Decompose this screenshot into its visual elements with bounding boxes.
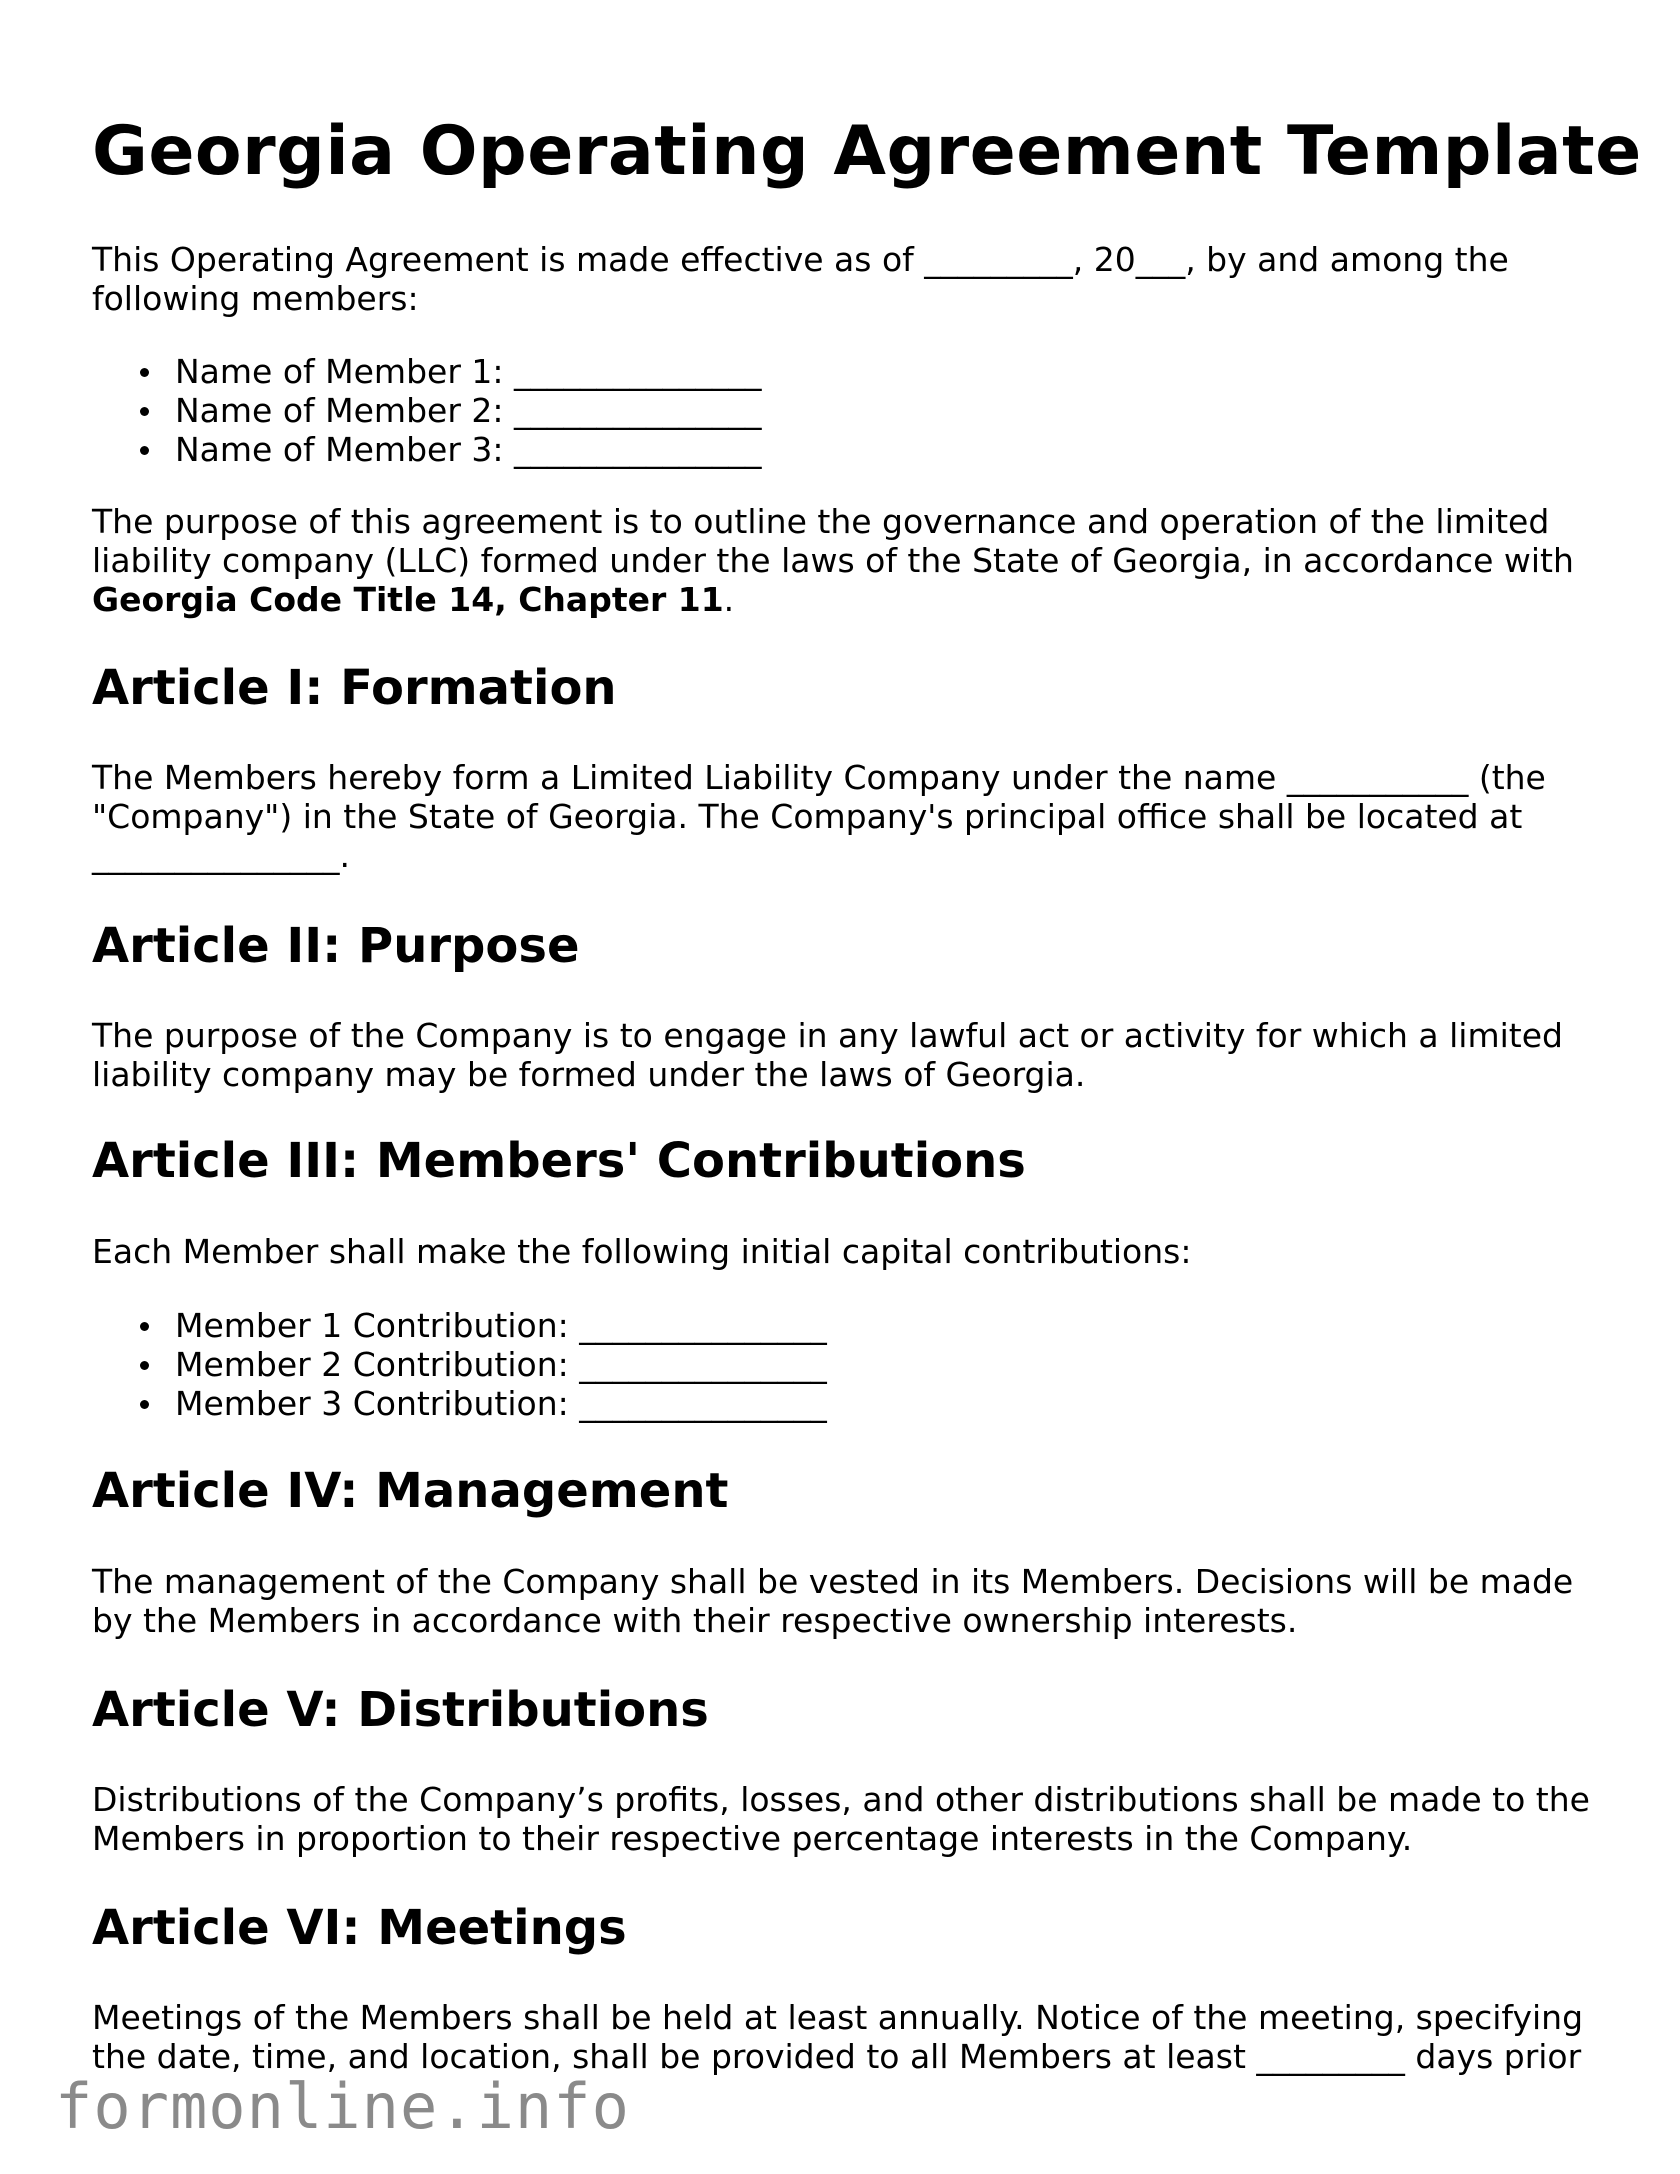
article-1-heading: Article I: Formation	[92, 660, 617, 716]
article-2-heading: Article II: Purpose	[92, 918, 580, 974]
purpose-statement	[92, 502, 1602, 619]
article-3-body: Each Member shall make the following initial capital contributions:	[92, 1232, 1192, 1271]
document-title: Georgia Operating Agreement Template	[92, 112, 1642, 191]
article-5-body: Distributions of the Company’s profits, losses, and other distributions shall be made to the Members in proportion to their respective percentage interests in the Company.	[92, 1780, 1590, 1858]
article-1-body: The Members hereby form a Limited Liability Company under the name ___________ (the "Company") in the State of Georgia. The Company's principal office shall be located at _______________.	[92, 758, 1546, 875]
list-item: Member 2 Contribution: _______________	[92, 1345, 827, 1384]
article-4-heading: Article IV: Management	[92, 1463, 729, 1519]
article-3-heading: Article III: Members' Contributions	[92, 1133, 1026, 1189]
list-item: Name of Member 1: _______________	[92, 352, 761, 391]
watermark: formonline.info	[55, 2070, 630, 2143]
purpose-text: The purpose of this agreement is to outline the governance and operation of the limited liability company (LLC) formed under the laws of the State of Georgia, in accordance with	[92, 502, 1574, 580]
list-item: Name of Member 3: _______________	[92, 430, 761, 469]
article-6-body: Meetings of the Members shall be held at least annually. Notice of the meeting, specifying the date, time, and location, shall be provided to all Members at least _________ days prior	[92, 1998, 1584, 2076]
list-item: Member 3 Contribution: _______________	[92, 1384, 827, 1423]
article-5-heading: Article V: Distributions	[92, 1682, 709, 1738]
code-reference: Georgia Code Title 14, Chapter 11	[92, 580, 724, 619]
list-item: Name of Member 2: _______________	[92, 391, 761, 430]
purpose-end: .	[723, 580, 735, 619]
intro-paragraph: This Operating Agreement is made effective as of _________, 20___, by and among the following members:	[92, 240, 1509, 318]
article-2-body: The purpose of the Company is to engage in any lawful act or activity for which a limited liability company may be formed under the laws of Georgia.	[92, 1016, 1563, 1094]
article-4-body: The management of the Company shall be vested in its Members. Decisions will be made by the Members in accordance with their respective ownership interests.	[92, 1562, 1574, 1640]
member-list	[92, 352, 761, 469]
contribution-list	[92, 1306, 827, 1423]
list-item: Member 1 Contribution: _______________	[92, 1306, 827, 1345]
article-6-heading: Article VI: Meetings	[92, 1900, 627, 1956]
